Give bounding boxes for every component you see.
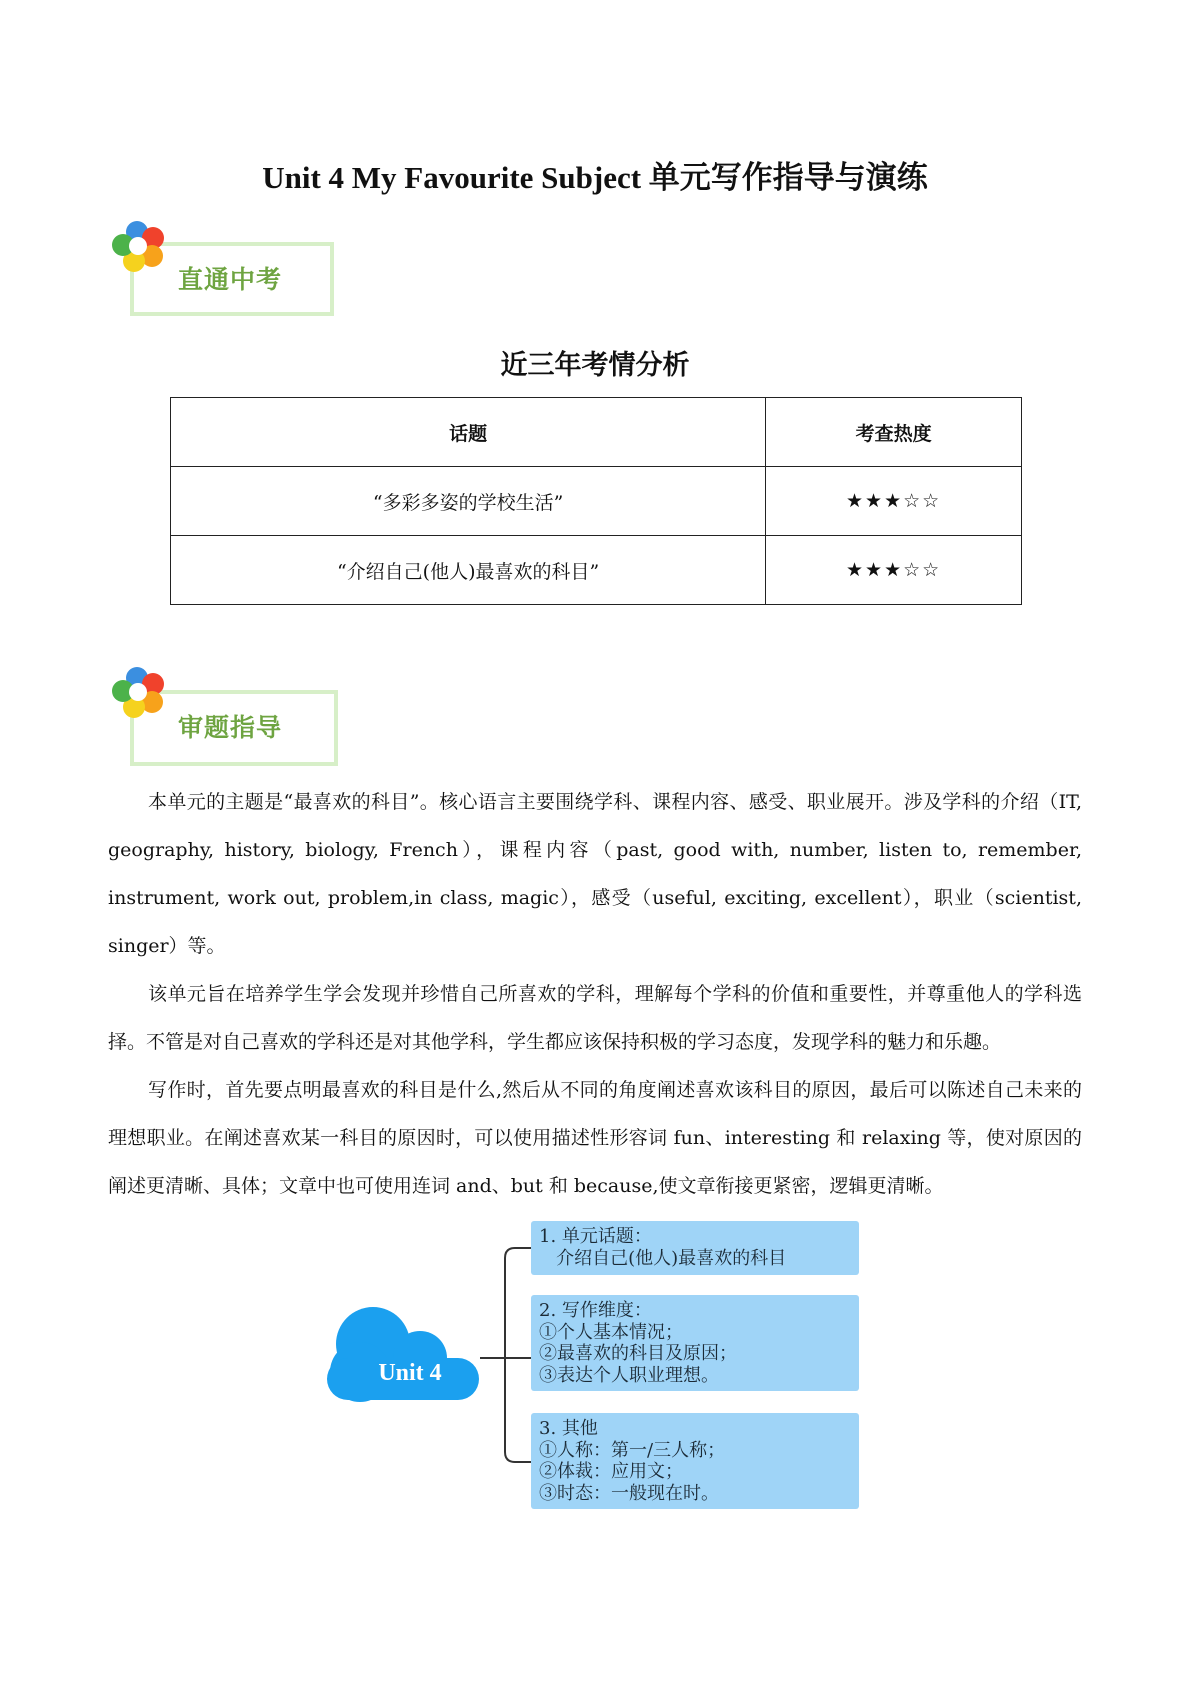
badge-label: 审题指导 xyxy=(178,713,283,742)
page-title: Unit 4 My Favourite Subject 单元写作指导与演练 xyxy=(262,160,928,195)
mindmap-root-label: Unit 4 xyxy=(378,1360,442,1386)
connector-lines xyxy=(480,1248,531,1462)
cloud-icon xyxy=(327,1307,479,1402)
topic-cell: “介绍自己(他人)最喜欢的科目” xyxy=(171,536,766,605)
star-rating: ★★★☆☆ xyxy=(766,536,1022,605)
star-rating: ★★★☆☆ xyxy=(766,467,1022,536)
paragraph: 写作时，首先要点明最喜欢的科目是什么,然后从不同的角度阐述喜欢该科目的原因，最后可以陈述自己未来的理想职业。在阐述喜欢某一科目的原因时，可以使用描述性形容词 fun、interesting 和 relaxing 等，使对原因的阐述更清晰、具体；文章中也可使用连词 and、but 和 because,使文章衔接更紧密，逻辑更清晰。 xyxy=(108,1079,1082,1197)
analysis-title: 近三年考情分析 xyxy=(500,350,690,381)
mindmap-box-dimensions: 2. 写作维度： ①个人基本情况； ②最喜欢的科目及原因； ③表达个人职业理想。 xyxy=(531,1295,859,1391)
paragraph: 该单元旨在培养学生学会发现并珍惜自己所喜欢的学科，理解每个学科的价值和重要性，并尊重他人的学科选择。不管是对自己喜欢的学科还是对其他学科，学生都应该保持积极的学习态度，发现学科的魅力和乐趣。 xyxy=(108,983,1082,1053)
paragraph: 本单元的主题是“最喜欢的科目”。核心语言主要围绕学科、课程内容、感受、职业展开。涉及学科的介绍（IT, geography, history, biology, French），课程内容（past, good with, number, listen to, remember, instrument, work out, problem,in class, magic），感受（useful, exciting, excellent），职业（scientist, singer）等。 xyxy=(108,791,1082,957)
topic-cell: “多彩多姿的学校生活” xyxy=(171,467,766,536)
header-topic: 话题 xyxy=(171,398,766,467)
header-heat: 考查热度 xyxy=(766,398,1022,467)
badge-label: 直通中考 xyxy=(178,265,283,294)
mindmap-box-others: 3. 其他 ①人称：第一/三人称； ②体裁：应用文； ③时态：一般现在时。 xyxy=(531,1413,859,1509)
mindmap-box-topic: 1. 单元话题： 介绍自己(他人)最喜欢的科目 xyxy=(531,1221,859,1275)
